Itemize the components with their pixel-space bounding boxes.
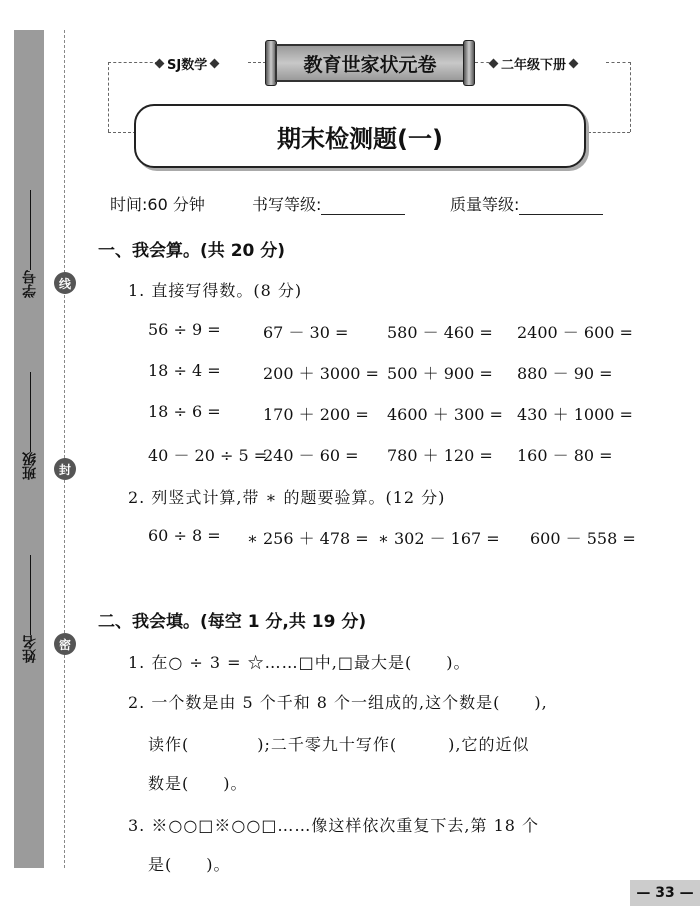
seal-secret: 密 — [54, 633, 76, 655]
fill-line: 1. 在○ ÷ 3 = ☆……□中,□最大是( )。 — [128, 653, 471, 672]
header-left-bottom-dash — [108, 132, 136, 133]
equation: 240 － 60 = — [263, 446, 359, 465]
fill-line: 3. ※○○□※○○□……像这样依次重复下去,第 18 个 — [128, 816, 540, 835]
equation: 500 ＋ 900 = — [387, 364, 493, 383]
quality-grade — [450, 192, 603, 215]
writing-grade-label: 书写等级: — [252, 195, 322, 214]
quality-grade-label: 质量等级: — [450, 195, 520, 214]
header-mid-left-dash — [248, 62, 266, 63]
subject-tag — [156, 54, 218, 73]
equation: 430 ＋ 1000 = — [517, 405, 633, 424]
diamond-icon — [155, 59, 165, 69]
quality-grade-blank[interactable] — [519, 199, 603, 215]
grade-label: 二年级下册 — [501, 58, 567, 73]
page-number: — 33 — — [630, 880, 700, 906]
writing-grade-blank[interactable] — [321, 199, 405, 215]
equation: 56 ÷ 9 = — [148, 320, 221, 339]
fill-line: 读作( );二千零九十写作( ),它的近似 — [148, 735, 530, 754]
exam-title: 期末检测题(一) — [134, 104, 586, 168]
diamond-icon — [569, 59, 579, 69]
equation: 60 ÷ 8 = — [148, 526, 221, 545]
equation: 2400 － 600 = — [517, 323, 633, 342]
seal-seal: 封 — [54, 458, 76, 480]
seal-line: 线 — [54, 272, 76, 294]
equation: 580 － 460 = — [387, 323, 493, 342]
time-info: 时间:60 分钟 — [110, 195, 205, 214]
equation: 880 － 90 = — [517, 364, 613, 383]
subject-label: SJ数学 — [167, 58, 208, 73]
fill-line: 数是( )。 — [148, 774, 248, 793]
header-left-top-dash — [108, 62, 158, 63]
student-no-line — [30, 190, 31, 270]
q2-text: 2. 列竖式计算,带 ∗ 的题要验算。(12 分) — [128, 488, 446, 507]
class-field — [16, 372, 44, 480]
grade-tag — [490, 54, 577, 73]
header-right-top-dash — [606, 62, 631, 63]
equation: ∗ 302 － 167 = — [378, 529, 500, 548]
equation: 4600 ＋ 300 = — [387, 405, 503, 424]
header-right-bottom-dash — [588, 132, 630, 133]
section1-heading: 一、我会算。(共 20 分) — [98, 241, 286, 261]
diamond-icon — [489, 59, 499, 69]
writing-grade — [252, 192, 405, 215]
section2-heading: 二、我会填。(每空 1 分,共 19 分) — [98, 612, 367, 632]
name-line — [30, 555, 31, 635]
class-label: 班级 — [22, 452, 38, 480]
equation: 200 ＋ 3000 = — [263, 364, 379, 383]
fill-line: 2. 一个数是由 5 个千和 8 个一组成的,这个数是( ), — [128, 693, 548, 712]
header-right-dash — [630, 62, 631, 132]
scroll-roll-right — [463, 40, 475, 86]
diamond-icon — [210, 59, 220, 69]
equation: 67 － 30 = — [263, 323, 349, 342]
equation: ∗ 256 ＋ 478 = — [247, 529, 369, 548]
name-field — [16, 555, 44, 663]
equation: 40 － 20 ÷ 5 = — [148, 446, 268, 465]
class-line — [30, 372, 31, 452]
equation: 18 ÷ 4 = — [148, 361, 221, 380]
equation: 18 ÷ 6 = — [148, 402, 221, 421]
cut-line — [64, 30, 65, 868]
equation: 160 － 80 = — [517, 446, 613, 465]
q1-text: 1. 直接写得数。(8 分) — [128, 281, 303, 300]
series-title: 教育世家状元卷 — [275, 44, 465, 82]
equation: 780 ＋ 120 = — [387, 446, 493, 465]
series-scroll — [265, 40, 475, 86]
fill-line: 是( )。 — [148, 855, 231, 874]
student-no-label: 学号 — [22, 270, 38, 298]
header-left-dash — [108, 62, 109, 132]
equation: 170 ＋ 200 = — [263, 405, 369, 424]
name-label: 姓名 — [22, 635, 38, 663]
equation: 600 － 558 = — [530, 529, 636, 548]
student-no-field — [16, 190, 44, 298]
